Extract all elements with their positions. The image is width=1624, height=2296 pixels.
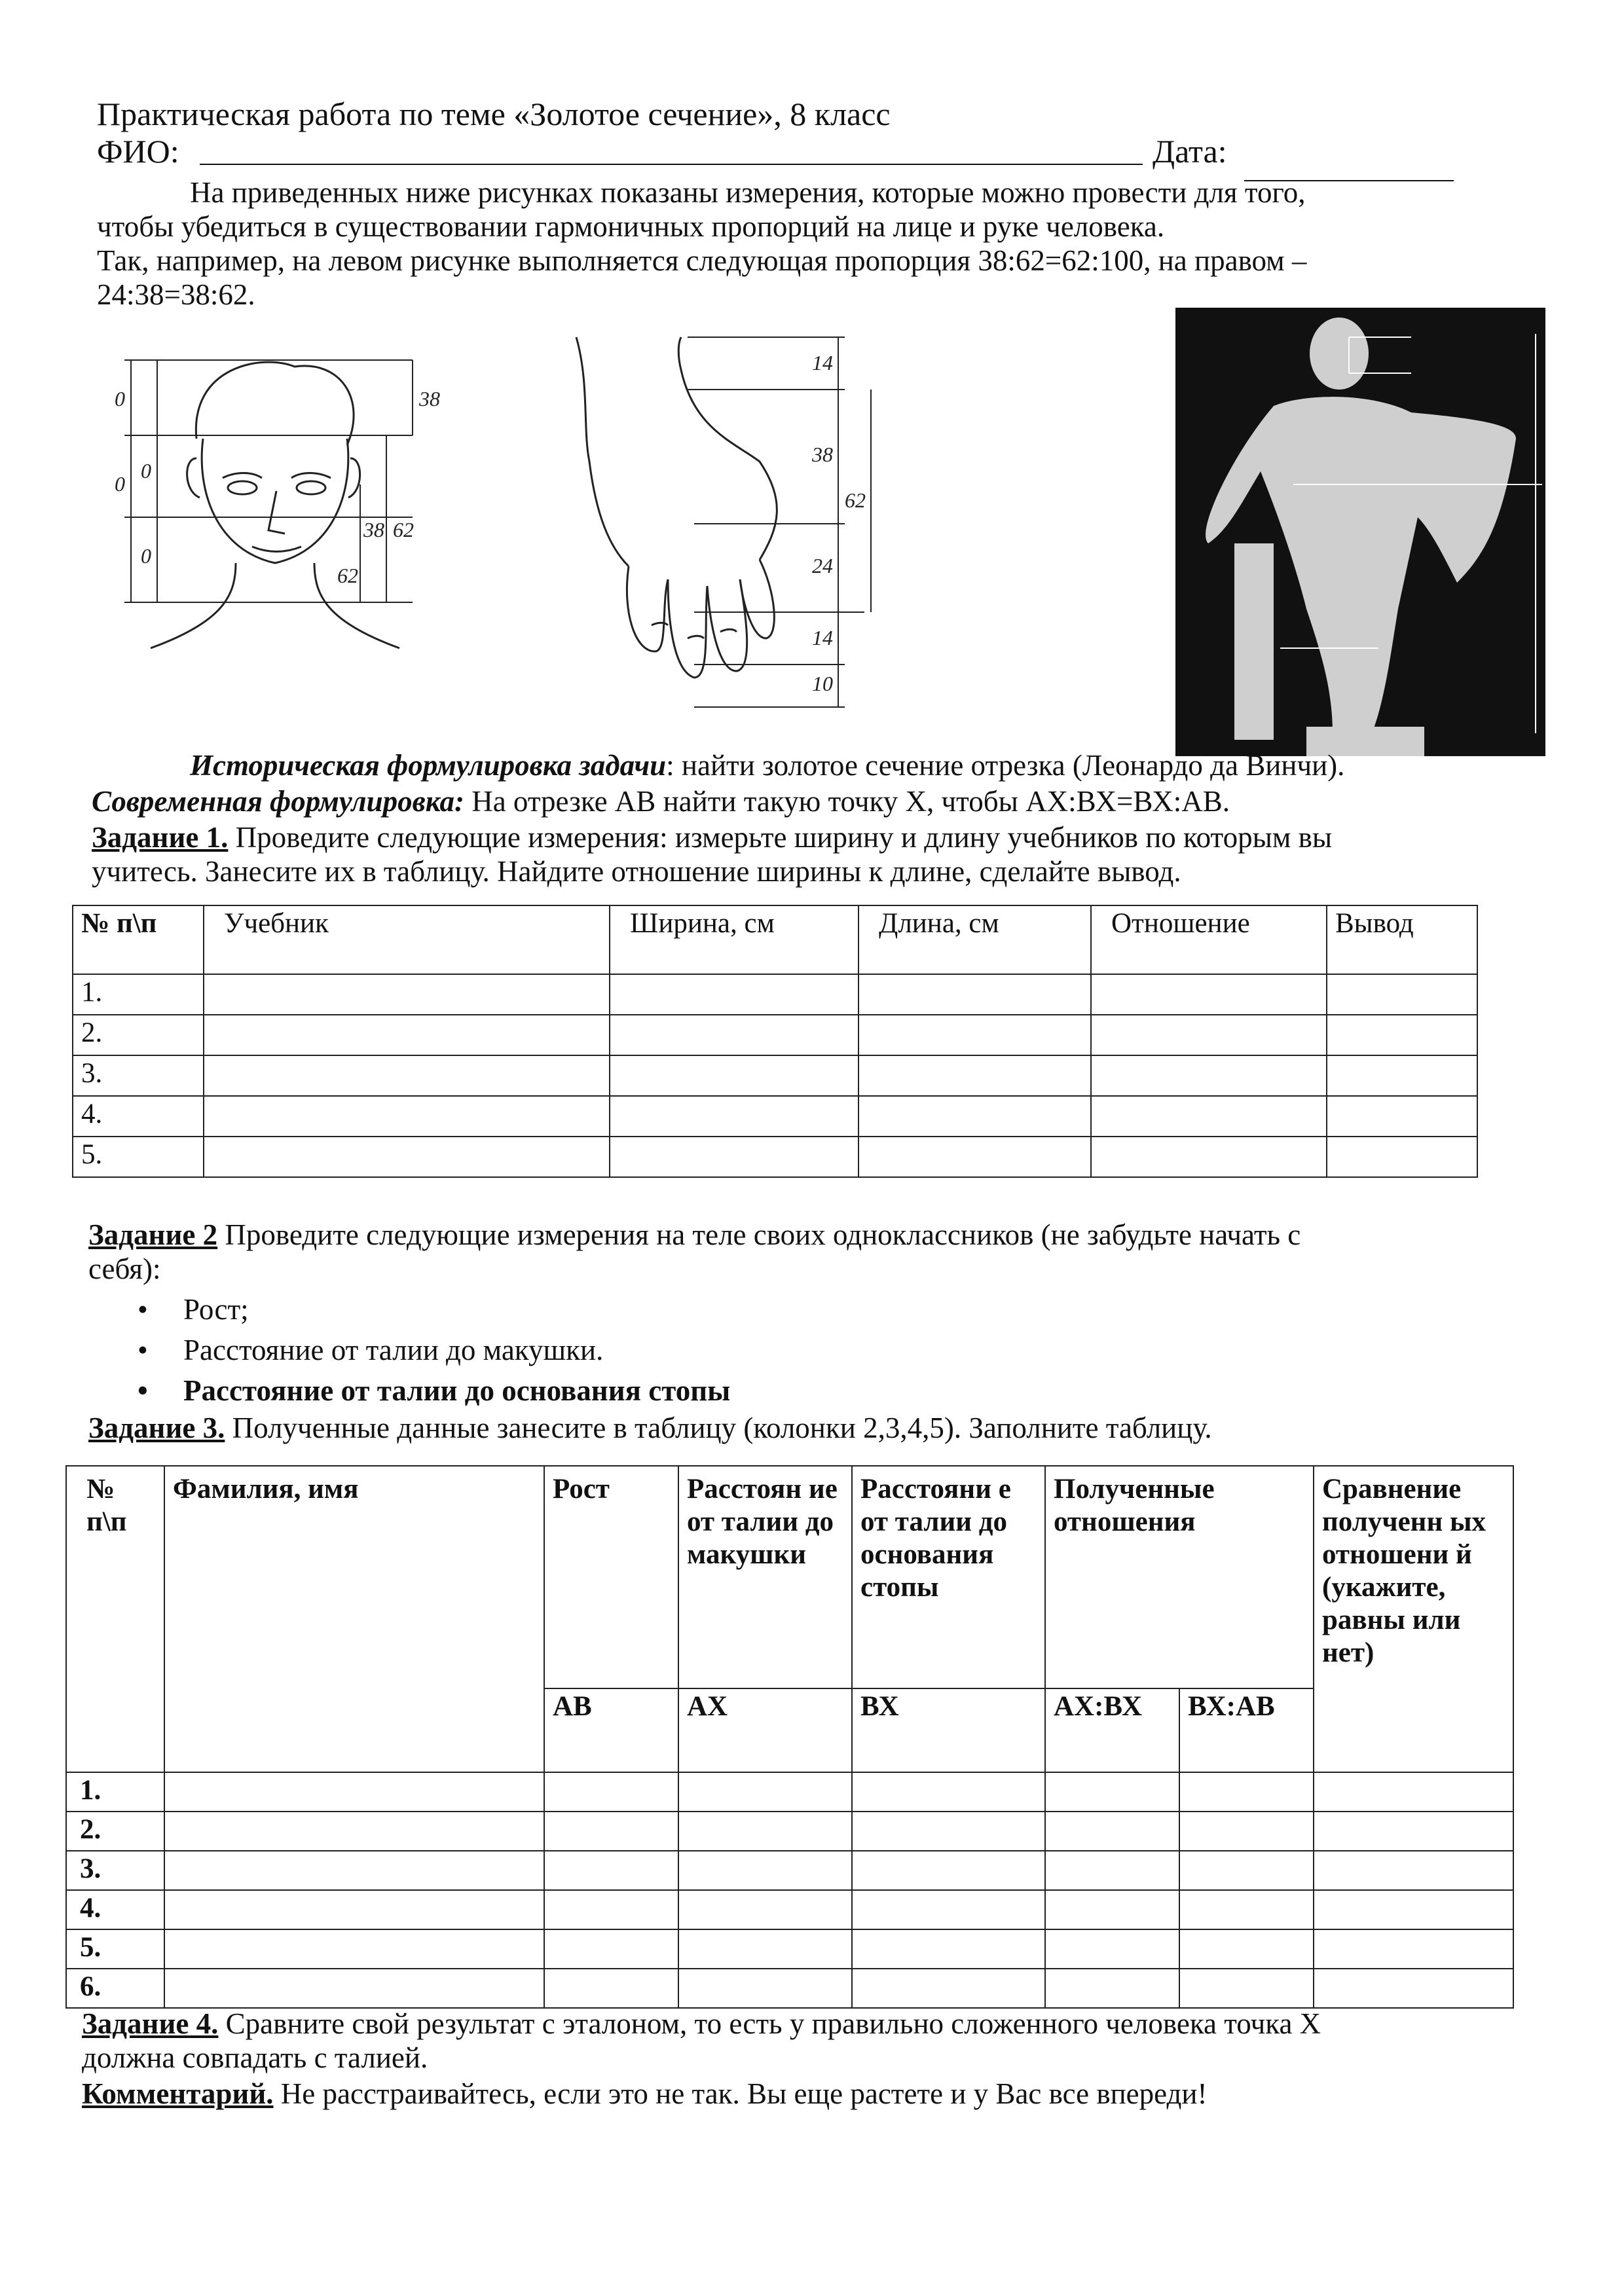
t2-cell[interactable] (678, 1890, 852, 1929)
t2-cell[interactable] (544, 1969, 678, 2008)
historical-text: : найти золотое сечение отрезка (Леонардо да Винчи). (666, 749, 1345, 782)
face-label-left-1: 0 (115, 387, 125, 410)
t2-sub-bx: ВХ (852, 1688, 1045, 1772)
t2-cell[interactable] (1045, 1969, 1179, 2008)
textbook-table (72, 905, 1478, 1178)
bullet-waist-top: • Расстояние от талии до макушки. (183, 1333, 603, 1367)
t1-cell[interactable] (204, 974, 610, 1015)
t2-cell[interactable] (1314, 1851, 1513, 1890)
t2-row-num: 4. (66, 1890, 164, 1929)
t2-cell[interactable] (1179, 1851, 1314, 1890)
t2-cell[interactable] (1314, 1969, 1513, 2008)
intro-line-1: На приведенных ниже рисунках показаны измерения, которые можно провести для того, (190, 176, 1306, 209)
face-label-right-2: 38 (363, 518, 384, 541)
t1-cell[interactable] (858, 974, 1091, 1015)
t1-cell[interactable] (1327, 1096, 1477, 1137)
page-title: Практическая работа по теме «Золотое сечение», 8 класс (97, 96, 891, 132)
t2-cell[interactable] (1179, 1969, 1314, 2008)
t2-cell[interactable] (164, 1772, 544, 1812)
t2-cell[interactable] (164, 1851, 544, 1890)
t1-cell[interactable] (858, 1015, 1091, 1055)
t2-sub-ax-bx: АХ:ВХ (1045, 1688, 1179, 1772)
t2-cell[interactable] (544, 1772, 678, 1812)
t2-cell[interactable] (678, 1772, 852, 1812)
t1-cell[interactable] (610, 1055, 858, 1096)
task2-line-1 (88, 1218, 1301, 1252)
t2-cell[interactable] (164, 1969, 544, 2008)
t1-header-textbook: Учебник (204, 905, 610, 974)
t1-cell[interactable] (204, 1015, 610, 1055)
t2-sub-bx-ab: ВХ:АВ (1179, 1688, 1314, 1772)
hand-label-6: 10 (812, 672, 833, 695)
t1-cell[interactable] (1327, 1137, 1477, 1177)
t1-row-num: 2. (73, 1015, 204, 1055)
task1-line-2: учитесь. Занесите их в таблицу. Найдите отношение ширины к длине, сделайте вывод. (92, 855, 1181, 888)
t2-row-num: 1. (66, 1772, 164, 1812)
t2-cell[interactable] (1045, 1812, 1179, 1851)
t1-cell[interactable] (610, 974, 858, 1015)
t2-header-ratios: Полученные отношения (1045, 1466, 1314, 1688)
modern-label: Современная формулировка: (92, 785, 464, 818)
t2-cell[interactable] (164, 1812, 544, 1851)
task4-label: Задание 4. (82, 2007, 219, 2040)
table-row (73, 1015, 1477, 1055)
t2-cell[interactable] (678, 1969, 852, 2008)
t1-cell[interactable] (610, 1096, 858, 1137)
table-row (73, 1096, 1477, 1137)
task3-line (88, 1411, 1212, 1445)
t2-cell[interactable] (544, 1890, 678, 1929)
table-row (66, 1929, 1513, 1969)
t2-cell[interactable] (1045, 1851, 1179, 1890)
t1-cell[interactable] (858, 1096, 1091, 1137)
table-row (66, 1969, 1513, 2008)
statue-photo (1175, 308, 1545, 756)
hand-label-1: 14 (812, 351, 833, 374)
hand-label-3: 62 (845, 488, 866, 512)
table-row (66, 1772, 1513, 1812)
t1-cell[interactable] (1091, 1137, 1327, 1177)
t2-cell[interactable] (164, 1929, 544, 1969)
t2-header-height: Рост (544, 1466, 678, 1688)
t1-cell[interactable] (610, 1015, 858, 1055)
t2-cell[interactable] (852, 1851, 1045, 1890)
table-row (73, 974, 1477, 1015)
t2-cell[interactable] (1314, 1772, 1513, 1812)
task3-label: Задание 3. (88, 1412, 225, 1444)
t2-sub-ab: АВ (544, 1688, 678, 1772)
t2-row-num: 2. (66, 1812, 164, 1851)
t1-cell[interactable] (610, 1137, 858, 1177)
task2-line-2: себя): (88, 1252, 161, 1285)
intro-line-2: чтобы убедиться в существовании гармоничных пропорций на лице и руке человека. (97, 210, 1165, 243)
t1-cell[interactable] (1091, 1055, 1327, 1096)
t2-row-num: 6. (66, 1969, 164, 2008)
t2-cell[interactable] (678, 1812, 852, 1851)
t2-cell[interactable] (544, 1929, 678, 1969)
face-label-left-3: 0 (115, 472, 125, 496)
t2-header-top: Расстоян ие от талии до макушки (678, 1466, 852, 1688)
t1-cell[interactable] (858, 1137, 1091, 1177)
task4-text-1: Сравните свой результат с эталоном, то есть у правильно сложенного человека точка Х (218, 2007, 1321, 2040)
t2-cell[interactable] (1314, 1890, 1513, 1929)
t2-sub-ax: АХ (678, 1688, 852, 1772)
t2-cell[interactable] (852, 1929, 1045, 1969)
t2-cell[interactable] (1045, 1929, 1179, 1969)
t2-cell[interactable] (1179, 1929, 1314, 1969)
t2-cell[interactable] (1179, 1772, 1314, 1812)
table-row (66, 1851, 1513, 1890)
bullet-waist-bottom: • Расстояние от талии до основания стопы (183, 1374, 730, 1408)
hand-label-4: 24 (812, 554, 833, 577)
t1-cell[interactable] (204, 1055, 610, 1096)
t2-cell[interactable] (1179, 1812, 1314, 1851)
t2-header-bottom: Расстояни е от талии до основания стопы (852, 1466, 1045, 1688)
t1-header-conclusion: Вывод (1327, 905, 1477, 974)
task2-label: Задание 2 (88, 1218, 218, 1251)
face-label-right-4: 62 (337, 564, 358, 587)
comment-line (82, 2077, 1208, 2111)
t1-row-num: 1. (73, 974, 204, 1015)
task4-line-2: должна совпадать с талией. (82, 2041, 428, 2074)
face-label-left-2: 0 (141, 459, 151, 483)
t2-row-num: 3. (66, 1851, 164, 1890)
t2-cell[interactable] (1045, 1772, 1179, 1812)
comment-label: Комментарий. (82, 2077, 274, 2110)
t2-cell[interactable] (852, 1772, 1045, 1812)
t2-cell[interactable] (1314, 1929, 1513, 1969)
t1-row-num: 3. (73, 1055, 204, 1096)
face-label-right-1: 38 (419, 387, 440, 410)
t2-cell[interactable] (852, 1890, 1045, 1929)
t1-header-length: Длина, см (858, 905, 1091, 974)
t1-header-width: Ширина, см (610, 905, 858, 974)
intro-line-3: Так, например, на левом рисунке выполняется следующая пропорция 38:62=62:100, на правом – (97, 244, 1307, 277)
t2-cell[interactable] (852, 1969, 1045, 2008)
hand-label-5: 14 (812, 626, 833, 649)
hand-proportions-figure (563, 331, 891, 723)
table-row (73, 1137, 1477, 1177)
t1-cell[interactable] (1327, 1015, 1477, 1055)
intro-line-4: 24:38=38:62. (97, 278, 255, 311)
task1-line-1 (92, 820, 1332, 854)
face-label-right-3: 62 (393, 518, 414, 541)
face-label-left-4: 0 (141, 544, 151, 568)
task3-text: Полученные данные занесите в таблицу (колонки 2,3,4,5). Заполните таблицу. (225, 1412, 1212, 1444)
task2-text-1: Проведите следующие измерения на теле своих одноклассников (не забудьте начать с (217, 1218, 1301, 1251)
t1-row-num: 5. (73, 1137, 204, 1177)
bullet-height: • Рост; (183, 1292, 249, 1326)
t1-cell[interactable] (1091, 1096, 1327, 1137)
hand-label-2: 38 (812, 443, 833, 466)
table-row (73, 1055, 1477, 1096)
t2-cell[interactable] (678, 1851, 852, 1890)
task4-line-1 (82, 2007, 1321, 2041)
t1-cell[interactable] (1091, 1015, 1327, 1055)
historical-label: Историческая формулировка задачи (190, 749, 667, 782)
t2-cell[interactable] (1314, 1812, 1513, 1851)
date-label: Дата: (1153, 133, 1227, 170)
measurements-table (65, 1465, 1514, 2009)
table-row (66, 1890, 1513, 1929)
fio-field-line[interactable] (200, 164, 1143, 165)
t1-row-num: 4. (73, 1096, 204, 1137)
table-row (66, 1812, 1513, 1851)
task1-label: Задание 1. (92, 821, 229, 854)
t2-cell[interactable] (1179, 1890, 1314, 1929)
fio-label: ФИО: (97, 133, 179, 170)
t2-cell[interactable] (852, 1812, 1045, 1851)
t1-cell[interactable] (858, 1055, 1091, 1096)
t2-row-num: 5. (66, 1929, 164, 1969)
t2-cell[interactable] (544, 1851, 678, 1890)
comment-text: Не расстраивайтесь, если это не так. Вы еще растете и у Вас все впереди! (273, 2077, 1208, 2110)
t2-cell[interactable] (164, 1890, 544, 1929)
t2-cell[interactable] (678, 1929, 852, 1969)
modern-formulation (92, 784, 1230, 818)
t1-cell[interactable] (204, 1137, 610, 1177)
t2-cell[interactable] (1045, 1890, 1179, 1929)
modern-text: На отрезке АВ найти такую точку Х, чтобы АХ:ВХ=ВХ:АВ. (464, 785, 1230, 818)
face-proportions-figure (111, 340, 452, 674)
t1-cell[interactable] (1327, 974, 1477, 1015)
t1-cell[interactable] (204, 1096, 610, 1137)
historical-formulation (190, 748, 1344, 782)
t1-header-num: № п\п (73, 905, 204, 974)
t2-header-compare: Сравнение полученн ых отношени й (укажите, равны или нет) (1314, 1466, 1513, 1772)
t1-cell[interactable] (1327, 1055, 1477, 1096)
task1-text-1: Проведите следующие измерения: измерьте ширину и длину учебников по которым вы (228, 821, 1333, 854)
t2-header-name: Фамилия, имя (164, 1466, 544, 1772)
t1-cell[interactable] (1091, 974, 1327, 1015)
t2-cell[interactable] (544, 1812, 678, 1851)
t2-header-num: № п\п (66, 1466, 164, 1772)
t1-header-ratio: Отношение (1091, 905, 1327, 974)
